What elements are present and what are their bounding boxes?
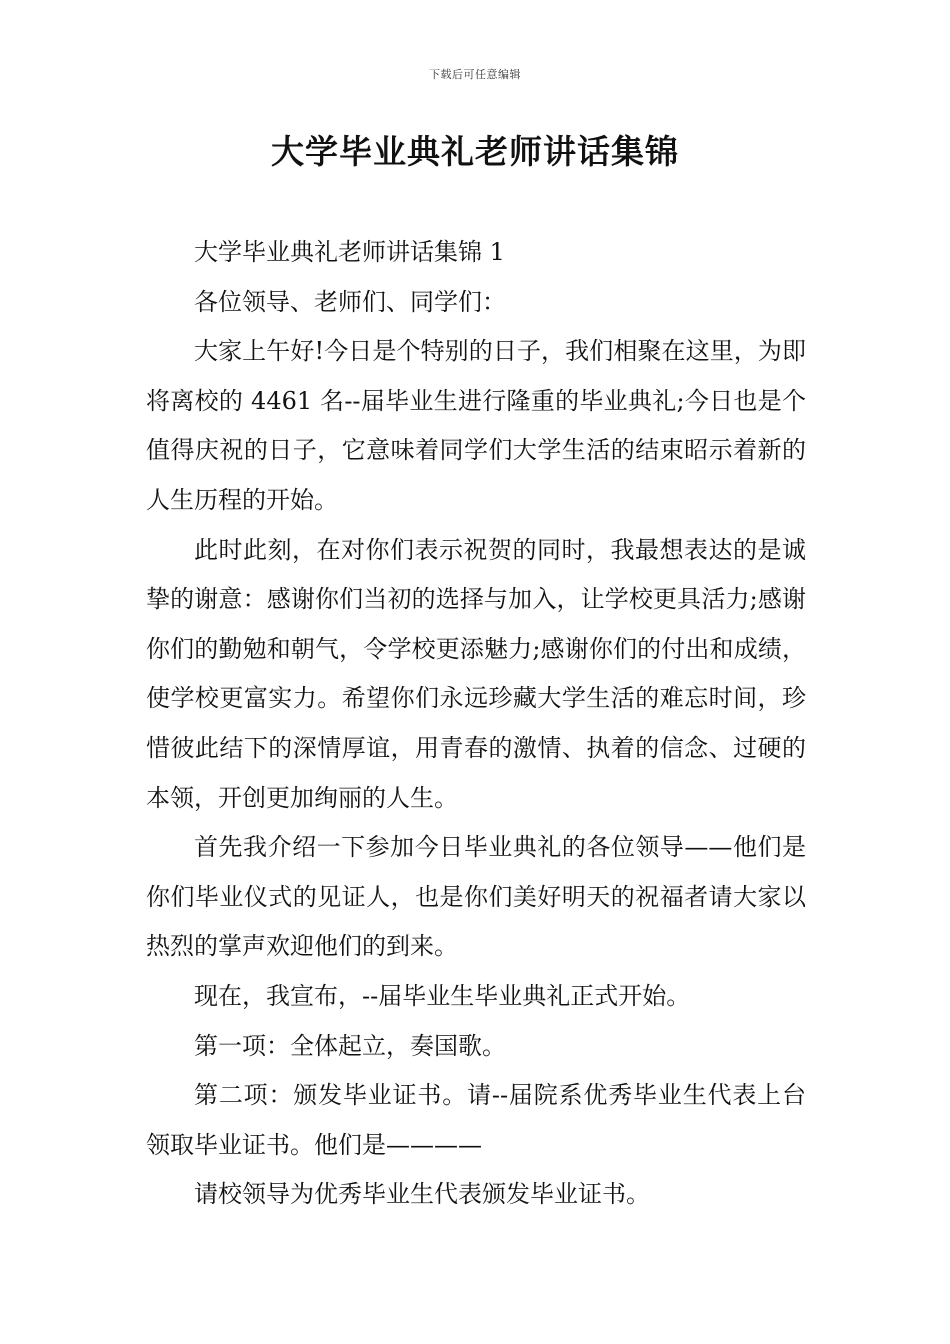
header-note: 下载后可任意编辑	[429, 68, 521, 81]
paragraph-award: 请校领导为优秀毕业生代表颁发毕业证书。	[194, 1180, 650, 1209]
paragraph-salutation: 各位领导、老师们、同学们：	[194, 287, 506, 316]
paragraph-introduction: 首先我介绍一下参加今日毕业典礼的各位领导——他们是你们毕业仪式的见证人，也是你们美好明天的祝福者请大家以热烈的掌声欢迎他们的到来。	[146, 833, 806, 961]
document-title: 大学毕业典礼老师讲话集锦	[271, 132, 679, 171]
paragraph-item-one: 第一项：全体起立，奏国歌。	[194, 1031, 506, 1060]
paragraph-thanks: 此时此刻，在对你们表示祝贺的同时，我最想表达的是诚挚的谢意：感谢你们当初的选择与加入，让学校更具活力;感谢你们的勤勉和朝气，令学校更添魅力;感谢你们的付出和成绩，使学校更富实力。希望你们永远珍藏大学生活的难忘时间，珍惜彼此结下的深情厚谊，用青春的激情、执着的信念、过硬的本领，开创更加绚丽的人生。	[146, 535, 806, 812]
paragraph-item-two: 第二项：颁发毕业证书。请--届院系优秀毕业生代表上台领取毕业证书。他们是————	[146, 1081, 806, 1159]
paragraph-announcement: 现在，我宣布，--届毕业生毕业典礼正式开始。	[194, 981, 691, 1010]
paragraph-subtitle: 大学毕业典礼老师讲话集锦 1	[194, 238, 505, 266]
document-body	[146, 228, 806, 1220]
paragraph-greeting: 大家上午好!今日是个特别的日子，我们相聚在这里，为即将离校的 4461 名--届毕业生进行隆重的毕业典礼;今日也是个值得庆祝的日子，它意味着同学们大学生活的结束昭示着新的人生历程的开始。	[146, 337, 806, 514]
